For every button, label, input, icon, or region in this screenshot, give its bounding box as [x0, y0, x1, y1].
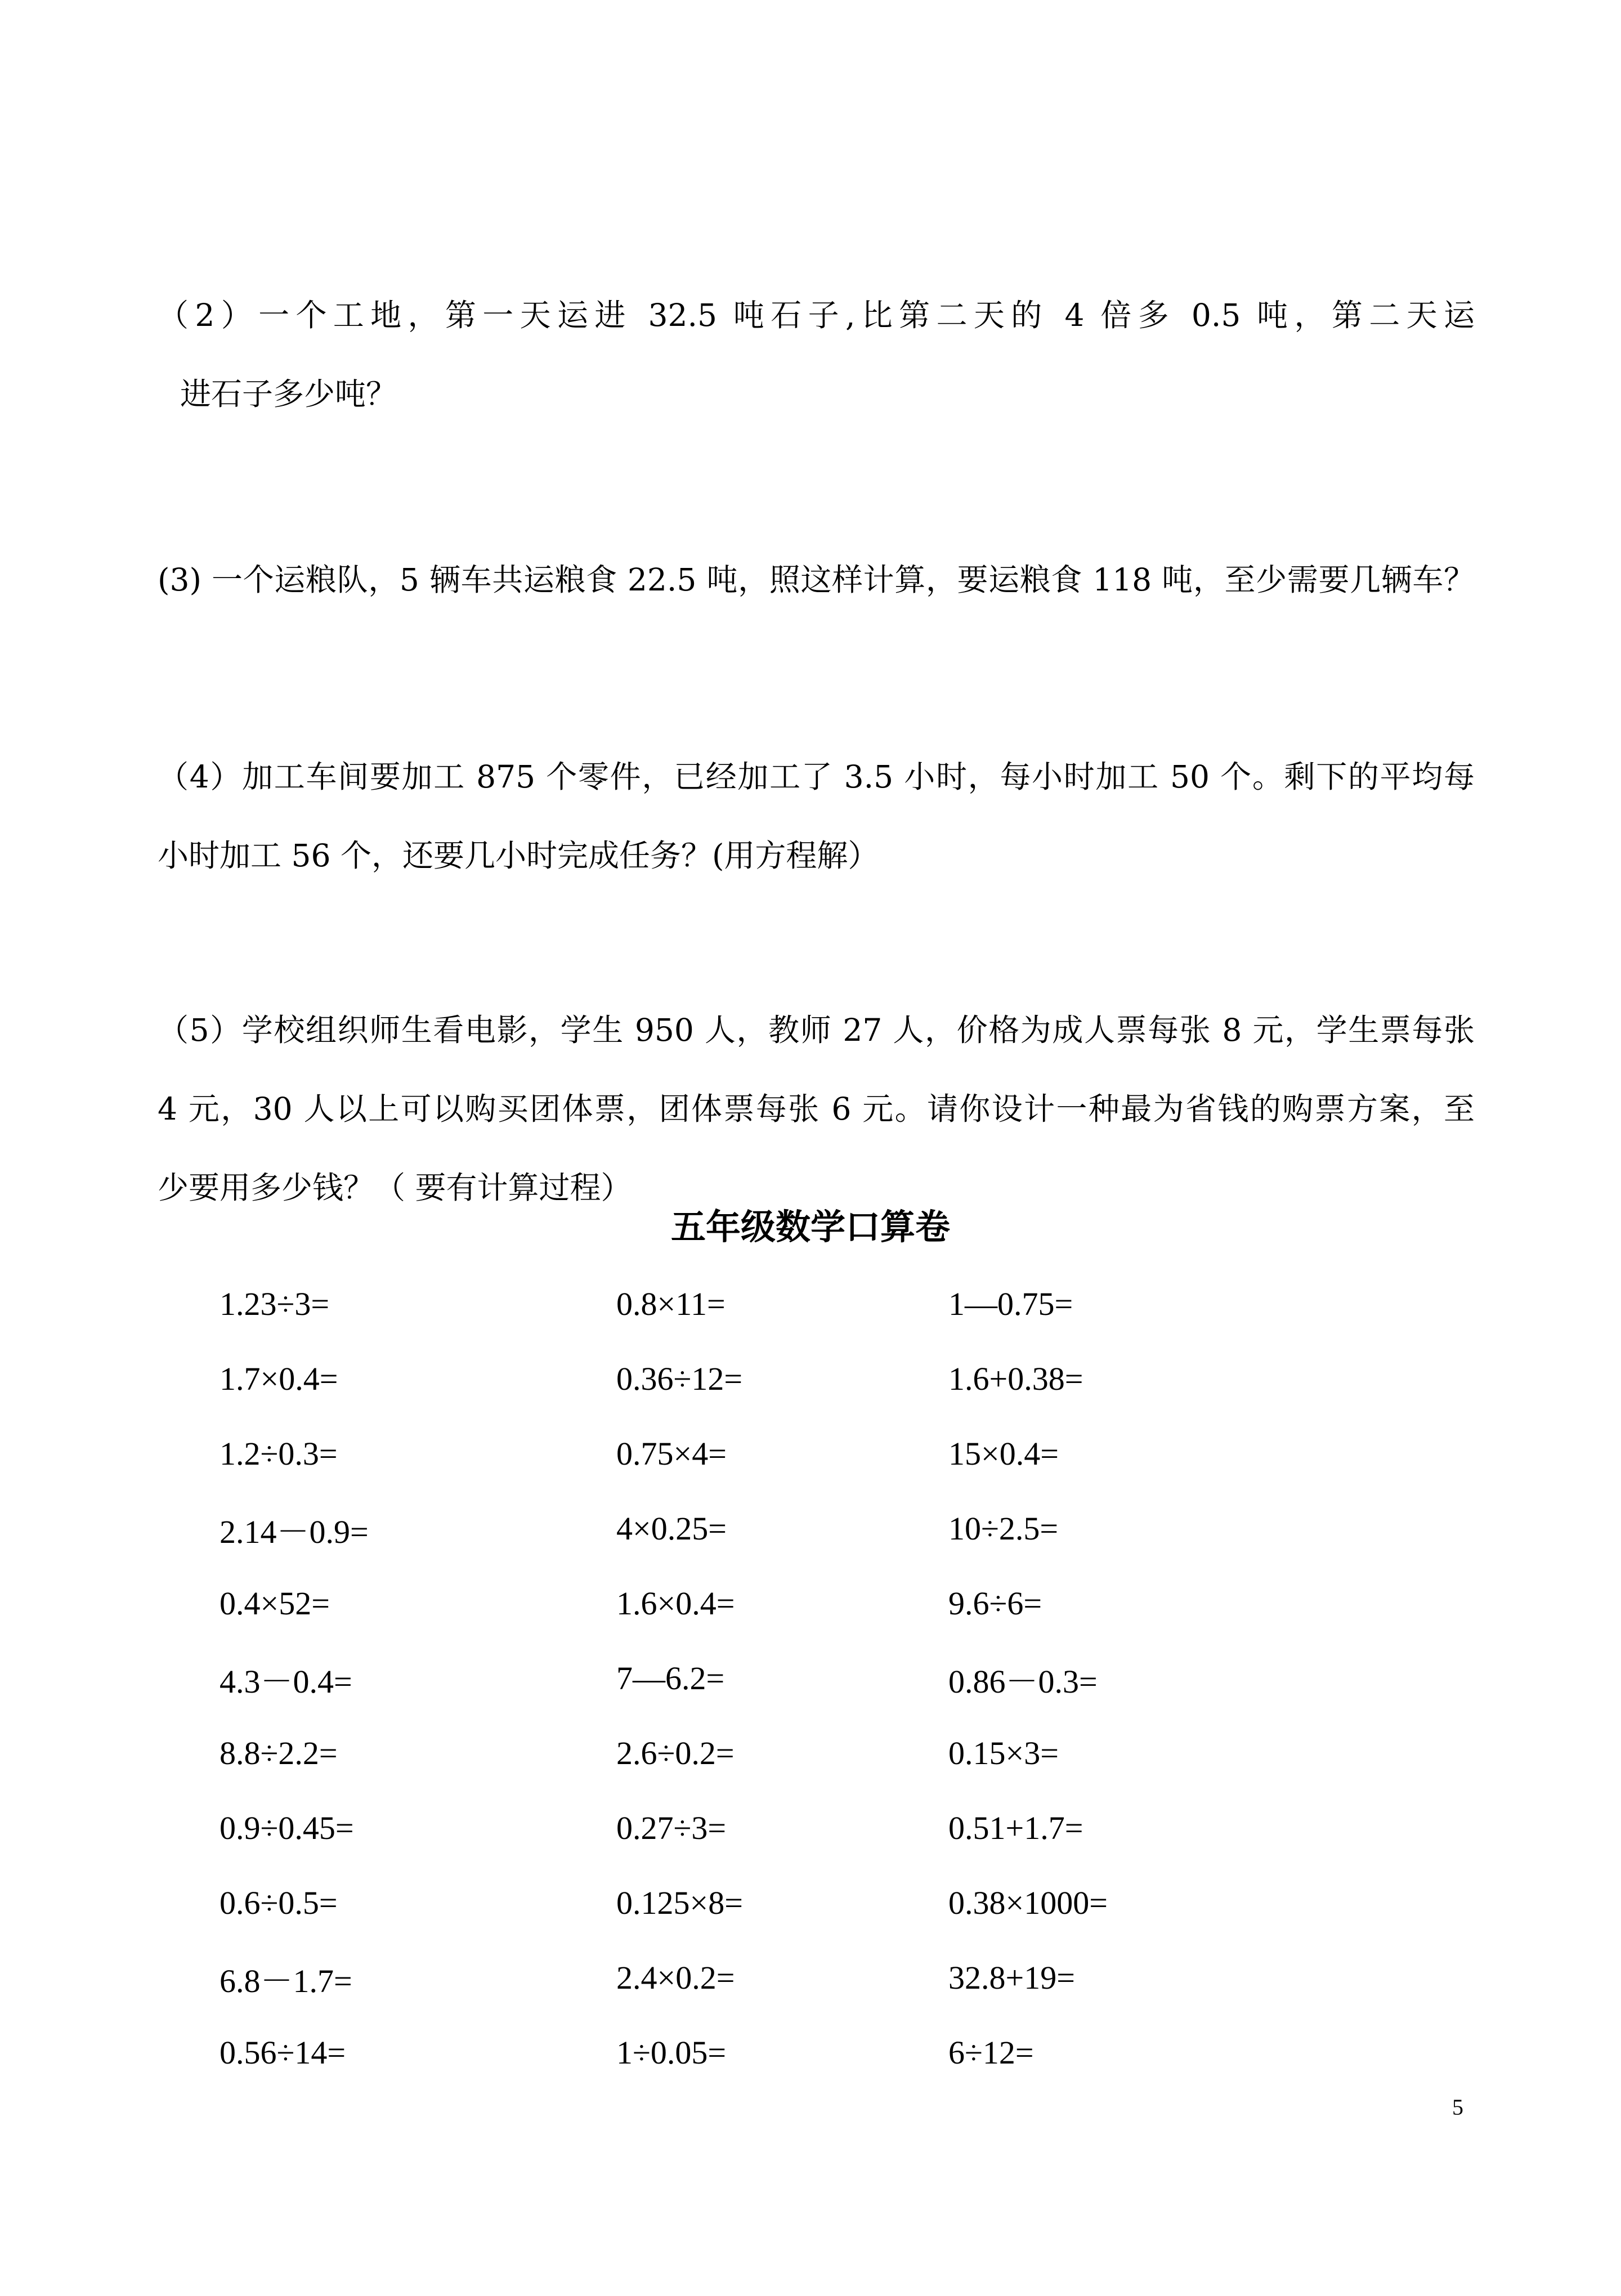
quiz-row — [220, 1416, 1289, 1491]
quiz-row — [220, 1940, 1289, 2015]
word-problem-5 — [158, 991, 1475, 1227]
quiz-expression: 2.6÷0.2= — [616, 1735, 735, 1771]
oral-quiz-title: 五年级数学口算卷 — [670, 1206, 950, 1247]
quiz-expression: 1.7×0.4= — [220, 1360, 338, 1397]
word-problem-2 — [158, 276, 1475, 433]
quiz-expression: 0.36÷12= — [616, 1360, 743, 1397]
quiz-row — [220, 2015, 1289, 2090]
quiz-expression: 0.27÷3= — [616, 1810, 727, 1846]
quiz-expression: 0.38×1000= — [948, 1885, 1108, 1921]
quiz-row — [220, 1716, 1289, 1791]
quiz-expression: 0.8×11= — [616, 1286, 726, 1322]
problem-line: 4 元，30 人以上可以购买团体票，团体票每张 6 元。请你设计一种最为省钱的购票方案，至 — [158, 1091, 1475, 1127]
quiz-expression: 4×0.25= — [616, 1510, 727, 1547]
oral-quiz-grid — [220, 1266, 1289, 2090]
problem-line: 少要用多少钱？（ 要有计算过程） — [158, 1170, 632, 1206]
quiz-expression: 9.6÷6= — [948, 1585, 1042, 1622]
quiz-expression: 1.2÷0.3= — [220, 1435, 338, 1472]
quiz-expression: 1—0.75= — [948, 1286, 1073, 1322]
problem-line: (3) 一个运粮队，5 辆车共运粮食 22.5 吨，照这样计算，要运粮食 118 吨，至少需要几辆车？ — [158, 562, 1475, 598]
quiz-expression: 4.3－0.4= — [220, 1663, 352, 1700]
quiz-row — [220, 1865, 1289, 1940]
quiz-expression: 6.8－1.7= — [220, 1962, 352, 1999]
quiz-row — [220, 1641, 1289, 1716]
quiz-expression: 0.15×3= — [948, 1735, 1059, 1771]
quiz-expression: 0.56÷14= — [220, 2034, 346, 2071]
problem-line: 小时加工 56 个，还要几小时完成任务？(用方程解） — [158, 838, 879, 874]
quiz-expression: 32.8+19= — [948, 1959, 1075, 1996]
quiz-expression: 0.125×8= — [616, 1885, 743, 1921]
quiz-expression: 0.86－0.3= — [948, 1663, 1098, 1700]
quiz-expression: 8.8÷2.2= — [220, 1735, 338, 1771]
quiz-expression: 2.14－0.9= — [220, 1513, 369, 1550]
problem-line: （5）学校组织师生看电影，学生 950 人，教师 27 人，价格为成人票每张 8 元，学生票每张 — [158, 1012, 1475, 1048]
quiz-expression: 1.6×0.4= — [616, 1585, 735, 1622]
quiz-expression: 0.6÷0.5= — [220, 1885, 338, 1921]
quiz-row — [220, 1341, 1289, 1416]
quiz-expression: 0.51+1.7= — [948, 1810, 1083, 1846]
quiz-expression: 0.75×4= — [616, 1435, 727, 1472]
quiz-row — [220, 1566, 1289, 1641]
quiz-row — [220, 1491, 1289, 1566]
word-problem-4 — [158, 737, 1475, 895]
quiz-expression: 7—6.2= — [616, 1660, 725, 1697]
quiz-row — [220, 1266, 1289, 1341]
quiz-row — [220, 1791, 1289, 1865]
quiz-expression: 0.4×52= — [220, 1585, 330, 1622]
problem-line: （4）加工车间要加工 875 个零件，已经加工了 3.5 小时，每小时加工 50 个。剩下的平均每 — [158, 759, 1475, 795]
quiz-expression: 2.4×0.2= — [616, 1959, 735, 1996]
quiz-expression: 15×0.4= — [948, 1435, 1059, 1472]
problem-line: 进石子多少吨？ — [180, 376, 397, 412]
page-number: 5 — [1452, 2094, 1463, 2120]
quiz-expression: 1÷0.05= — [616, 2034, 727, 2071]
quiz-expression: 1.6+0.38= — [948, 1360, 1083, 1397]
quiz-expression: 1.23÷3= — [220, 1286, 330, 1322]
quiz-expression: 0.9÷0.45= — [220, 1810, 354, 1846]
quiz-expression: 10÷2.5= — [948, 1510, 1059, 1547]
word-problem-3 — [158, 540, 1475, 619]
problem-line: （2）一个工地，第一天运进 32.5 吨石子,比第二天的 4 倍多 0.5 吨，第二天运 — [158, 297, 1475, 333]
quiz-expression: 6÷12= — [948, 2034, 1034, 2071]
